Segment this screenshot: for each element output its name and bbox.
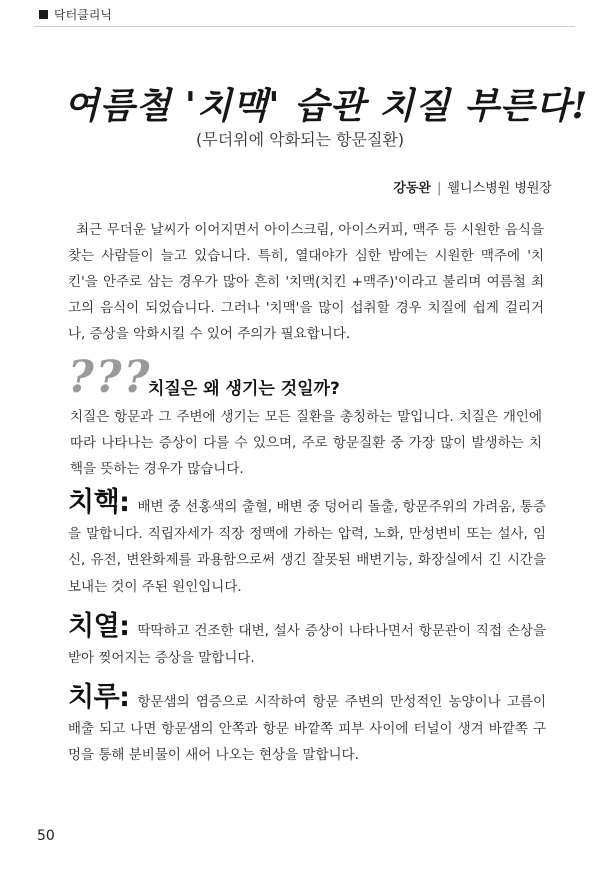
question-marks-icon [68, 352, 150, 403]
section-heading: 치질은 왜 생기는 것일까? [148, 379, 340, 399]
term-description: 딱딱하고 건조한 대변, 설사 증상이 나타나면서 항문관이 직접 손상을 받아 찢어지는 증상을 말합니다. [68, 623, 546, 666]
page-number: 50 [37, 828, 55, 844]
term-label: 치핵: [68, 487, 130, 518]
article-subtitle: (무더위에 악화되는 항문질환) [196, 130, 405, 149]
term-label: 치루: [68, 682, 130, 713]
square-bullet-icon [39, 10, 48, 19]
term-item-fissure [68, 611, 546, 671]
author-affiliation: 웰니스병원 병원장 [447, 181, 552, 196]
question-mark: ? [68, 352, 94, 403]
term-item-hemorrhoids [68, 487, 546, 600]
article-title: 여름철 '치맥' 습관 치질 부른다! [64, 85, 589, 127]
header-divider [34, 26, 575, 27]
question-mark: ? [123, 352, 150, 403]
question-mark: ? [95, 352, 122, 403]
byline [393, 177, 552, 196]
section-header [39, 6, 112, 23]
definition-paragraph: 치질은 항문과 그 주변에 생기는 모든 질환을 총칭하는 말입니다. 치질은 개인에 따라 나타나는 증상이 다를 수 있으며, 주로 항문질환 중 가장 많이 발생하는 치핵을 뜻하는 경우가 많습니다. [70, 409, 542, 477]
section-label: 닥터클리닉 [54, 8, 112, 22]
author-name: 강동완 [393, 181, 431, 196]
intro-paragraph: 최근 무더운 날씨가 이어지면서 아이스크림, 아이스커피, 맥주 등 시원한 음식을 찾는 사람들이 늘고 있습니다. 특히, 열대야가 심한 밤에는 시원한 맥주에 '치킨'을 안주로 삼는 경우가 많아 흔히 '치맥(치킨 +맥주)'이라고 불리며 여름철 최고의 음식이 되었습니다. 그러나 '치맥'을 많이 섭취할 경우 치질에 쉽게 걸리거나, 증상을 악화시킬 수 있어 주의가 필요합니다. [68, 222, 544, 342]
term-item-fistula [68, 682, 546, 769]
byline-separator: | [437, 181, 442, 196]
term-description: 항문샘의 염증으로 시작하여 항문 주변의 만성적인 농양이나 고름이 배출 되고 나면 항문샘의 안쪽과 항문 바깥쪽 피부 사이에 터널이 생겨 바깥쪽 구멍을 통해 분비물이 새어 나오는 현상을 말합니다. [68, 694, 546, 763]
term-description: 배변 중 선홍색의 출혈, 배변 중 덩어리 돌출, 항문주위의 가려움, 통증을 말합니다. 직립자세가 직장 정맥에 가하는 압력, 노화, 만성변비 또는 설사, 임신, 유전, 변완화제를 과용함으로써 생긴 잘못된 배변기능, 화장실에서 긴 시간을 보내는 것이 주된 원인입니다. [68, 499, 546, 595]
term-label: 치열: [68, 611, 130, 642]
